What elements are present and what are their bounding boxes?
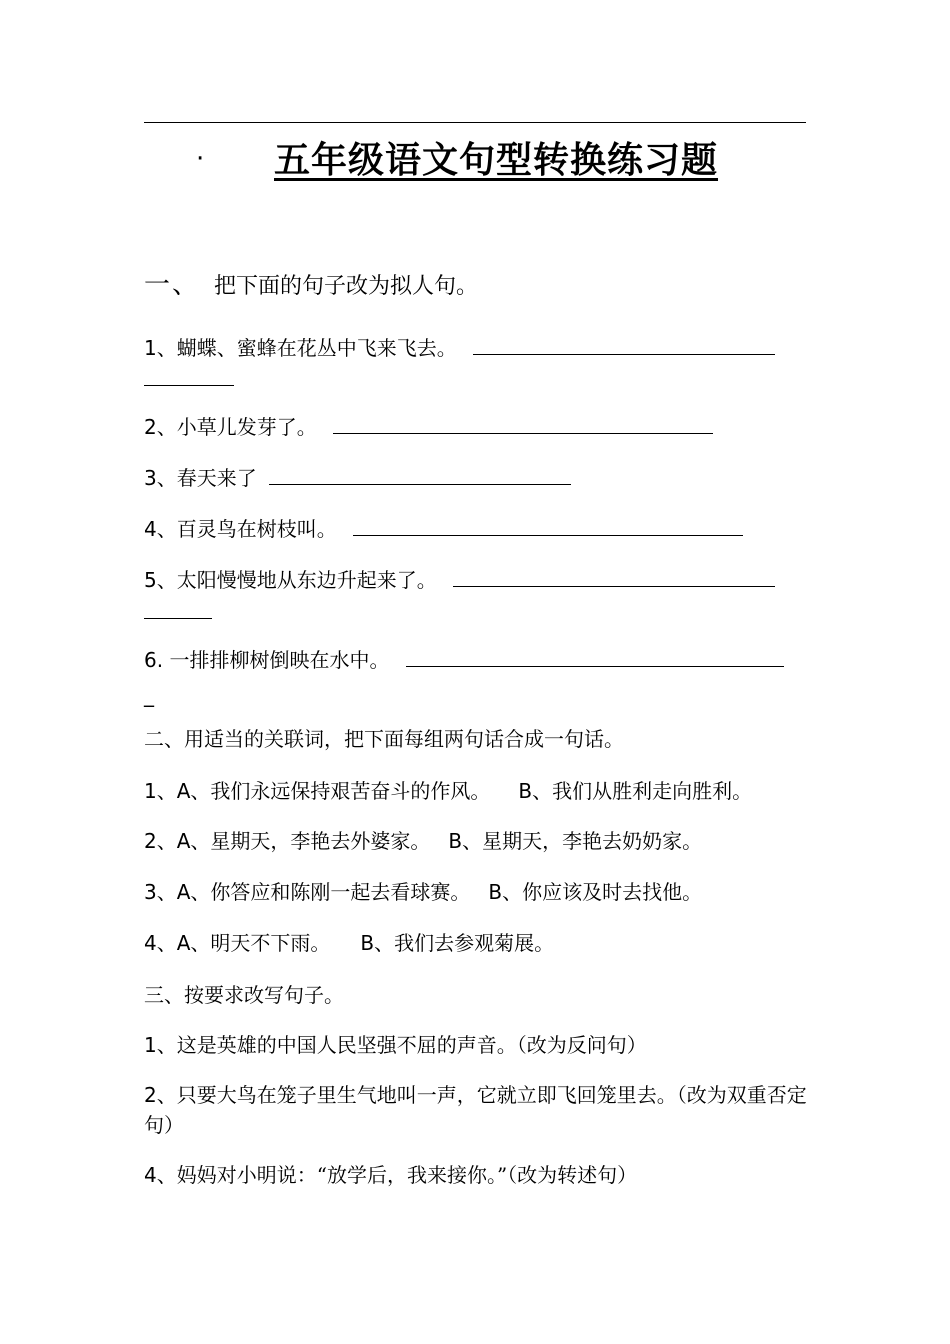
exercise-3-1 — [144, 1030, 647, 1060]
item-number: 6. — [144, 648, 170, 672]
item-text: 百灵鸟在树枝叫。 — [176, 517, 337, 541]
exercise-2-3 — [144, 877, 702, 907]
item-number: 4、 — [144, 931, 177, 955]
item-number: 1、 — [144, 779, 177, 803]
item-text: 蝴蝶、蜜蜂在花丛中飞来飞去。 — [176, 336, 457, 360]
answer-blank[interactable] — [269, 462, 571, 485]
item-text: 一排排柳树倒映在水中。 — [169, 648, 390, 672]
item-part-b: B、你应该及时去找他。 — [488, 880, 703, 904]
item-part-b: B、我们去参观菊展。 — [360, 931, 555, 955]
top-rule — [144, 122, 806, 123]
answer-blank-continued[interactable] — [144, 385, 234, 386]
item-number: 1、 — [144, 336, 177, 360]
answer-blank[interactable] — [453, 564, 775, 587]
item-part-b: B、星期天，李艳去奶奶家。 — [448, 829, 703, 853]
item-text: 春天来了 — [176, 466, 257, 490]
item-number: 2、 — [144, 829, 177, 853]
trailing-underscore: _ — [144, 683, 154, 707]
exercise-3-2 — [144, 1080, 810, 1140]
answer-blank[interactable] — [473, 332, 775, 355]
exercise-1-2 — [144, 411, 713, 442]
section1-heading-text: 把下面的句子改为拟人句。 — [214, 274, 479, 299]
exercise-1-4 — [144, 513, 743, 544]
page-title: 五年级语文句型转换练习题 — [274, 139, 719, 181]
item-part-a: A、我们永远保持艰苦奋斗的作风。 — [176, 779, 491, 803]
section2-heading: 二、用适当的关联词，把下面每组两句话合成一句话。 — [144, 727, 624, 751]
item-number: 2、 — [144, 1083, 177, 1107]
exercise-2-4 — [144, 928, 554, 958]
item-text: 小草儿发芽了。 — [176, 415, 317, 439]
item-text: 只要大鸟在笼子里生气地叫一声，它就立即飞回笼里去。（改为双重否定句） — [144, 1083, 807, 1137]
section1-heading — [144, 270, 478, 302]
exercise-1-3 — [144, 462, 571, 493]
item-part-a: A、你答应和陈刚一起去看球赛。 — [176, 880, 471, 904]
item-number: 5、 — [144, 568, 177, 592]
item-number: 4、 — [144, 1163, 177, 1187]
item-number: 4、 — [144, 517, 177, 541]
item-text: 妈妈对小明说：“放学后，我来接你。”（改为转述句） — [176, 1163, 638, 1187]
section1-number: 一、 — [144, 270, 201, 300]
answer-blank[interactable] — [406, 644, 784, 667]
section3-heading: 三、按要求改写句子。 — [144, 983, 344, 1007]
exercise-2-2 — [144, 826, 702, 856]
exercise-1-6 — [144, 644, 784, 675]
answer-blank-continued[interactable] — [144, 618, 212, 619]
exercise-1-1 — [144, 332, 775, 363]
title-bullet: · — [196, 144, 205, 174]
item-text: 这是英雄的中国人民坚强不屈的声音。（改为反问句） — [176, 1033, 647, 1057]
item-part-a: A、星期天，李艳去外婆家。 — [176, 829, 431, 853]
exercise-1-5 — [144, 564, 775, 595]
item-number: 3、 — [144, 880, 177, 904]
exercise-3-4 — [144, 1160, 637, 1190]
answer-blank[interactable] — [333, 411, 713, 434]
item-text: 太阳慢慢地从东边升起来了。 — [176, 568, 437, 592]
item-number: 1、 — [144, 1033, 177, 1057]
item-number: 3、 — [144, 466, 177, 490]
item-part-a: A、明天不下雨。 — [176, 931, 331, 955]
exercise-2-1 — [144, 776, 752, 806]
item-part-b: B、我们从胜利走向胜利。 — [518, 779, 753, 803]
answer-blank[interactable] — [353, 513, 743, 536]
item-number: 2、 — [144, 415, 177, 439]
